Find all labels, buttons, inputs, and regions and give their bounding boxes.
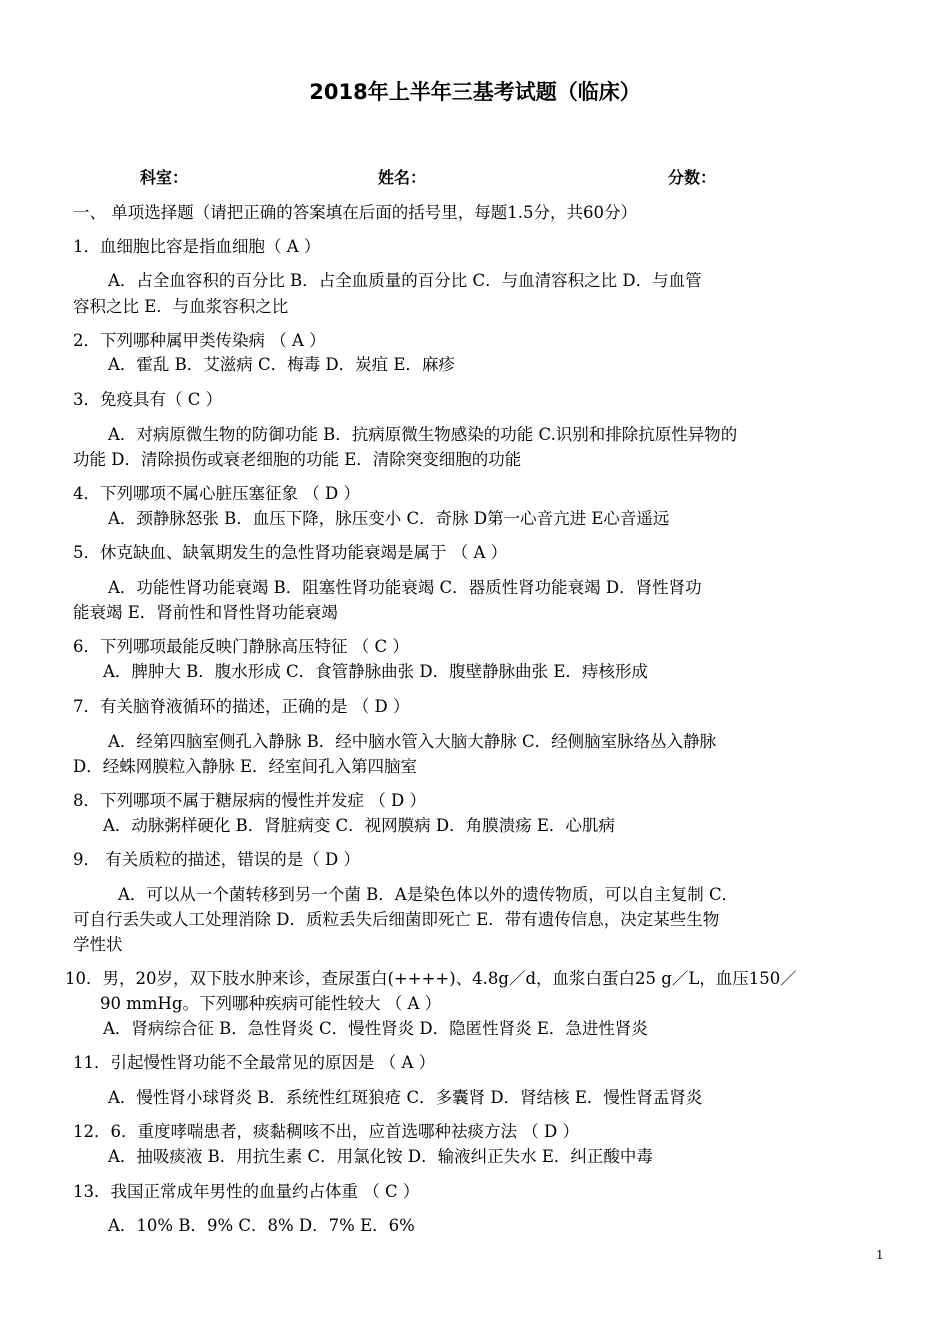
question-10a: 10．男，20岁，双下肢水肿来诊，查尿蛋白(++++)、4.8g／d，血浆白蛋白25 g／L，血压150／	[65, 969, 797, 988]
options-1b: 容积之比 E．与血浆容积之比	[73, 297, 289, 316]
options-1a: A．占全血容积的百分比 B．占全血质量的百分比 C．与血清容积之比 D．与血管	[108, 271, 702, 290]
options-9b: 可自行丢失或人工处理消除 D．质粒丢失后细菌即死亡 E．带有遗传信息，决定某些生物	[73, 910, 720, 929]
section-heading: 一、 单项选择题（请把正确的答案填在后面的括号里，每题1.5分，共60分）	[73, 203, 637, 222]
options-9a: A．可以从一个菌转移到另一个菌 B．A是染色体以外的遗传物质，可以自主复制 C．	[118, 885, 739, 904]
question-12: 12．6．重度哮喘患者，痰黏稠咳不出，应首选哪种祛痰方法 （ D ）	[73, 1122, 579, 1141]
options-5b: 能衰竭 E．肾前性和肾性肾功能衰竭	[73, 603, 338, 622]
score-label: 分数：	[668, 168, 717, 187]
question-9: 9． 有关质粒的描述，错误的是（ D ）	[73, 850, 360, 869]
name-label: 姓名：	[378, 168, 427, 187]
question-3: 3．免疫具有（ C ）	[73, 390, 223, 409]
options-2: A．霍乱 B．艾滋病 C．梅毒 D．炭疽 E．麻疹	[108, 355, 455, 374]
options-9c: 学性状	[73, 935, 123, 954]
options-4: A．颈静脉怒张 B．血压下降，脉压变小 C．奇脉 D第一心音亢进 E心音遥远	[108, 509, 670, 528]
question-2: 2．下列哪种属甲类传染病 （ A ）	[73, 331, 326, 350]
page-number: 1	[876, 1248, 884, 1262]
options-6: A．脾肿大 B．腹水形成 C．食管静脉曲张 D．腹壁静脉曲张 E．痔核形成	[103, 662, 648, 681]
question-13: 13．我国正常成年男性的血量约占体重 （ C ）	[73, 1182, 420, 1201]
options-13: A．10% B．9% C．8% D．7% E．6%	[108, 1216, 415, 1235]
options-8: A．动脉粥样硬化 B．肾脏病变 C．视网膜病 D．角膜溃疡 E．心肌病	[103, 816, 615, 835]
question-10b: 90 mmHg。下列哪种疾病可能性较大 （ A ）	[100, 994, 442, 1013]
options-7b: D．经蛛网膜粒入静脉 E．经室间孔入第四脑室	[73, 757, 418, 776]
options-3b: 功能 D．清除损伤或衰老细胞的功能 E．清除突变细胞的功能	[73, 450, 522, 469]
question-4: 4．下列哪项不属心脏压塞征象 （ D ）	[73, 484, 360, 503]
question-11: 11．引起慢性肾功能不全最常见的原因是 （ A ）	[73, 1053, 436, 1072]
options-3a: A．对病原微生物的防御功能 B．抗病原微生物感染的功能 C.识别和排除抗原性异物的	[108, 425, 738, 444]
page-title: 2018年上半年三基考试题（临床）	[309, 80, 641, 104]
question-1: 1．血细胞比容是指血细胞（ A ）	[73, 237, 321, 256]
question-6: 6．下列哪项最能反映门静脉高压特征 （ C ）	[73, 637, 409, 656]
question-7: 7．有关脑脊液循环的描述，正确的是 （ D ）	[73, 697, 410, 716]
options-12: A．抽吸痰液 B．用抗生素 C．用氯化铵 D．输液纠正失水 E．纠正酸中毒	[108, 1147, 653, 1166]
options-5a: A．功能性肾功能衰竭 B．阻塞性肾功能衰竭 C．器质性肾功能衰竭 D．肾性肾功	[108, 578, 702, 597]
question-5: 5．休克缺血、缺氧期发生的急性肾功能衰竭是属于 （ A ）	[73, 543, 508, 562]
options-10: A．肾病综合征 B．急性肾炎 C．慢性肾炎 D．隐匿性肾炎 E．急进性肾炎	[103, 1019, 648, 1038]
options-7a: A．经第四脑室侧孔入静脉 B．经中脑水管入大脑大静脉 C．经侧脑室脉络丛入静脉	[108, 732, 717, 751]
question-8: 8．下列哪项不属于糖尿病的慢性并发症 （ D ）	[73, 791, 426, 810]
options-11: A．慢性肾小球肾炎 B．系统性红斑狼疮 C．多囊肾 D．肾结核 E．慢性肾盂肾炎	[108, 1088, 703, 1107]
dept-label: 科室：	[140, 168, 189, 187]
